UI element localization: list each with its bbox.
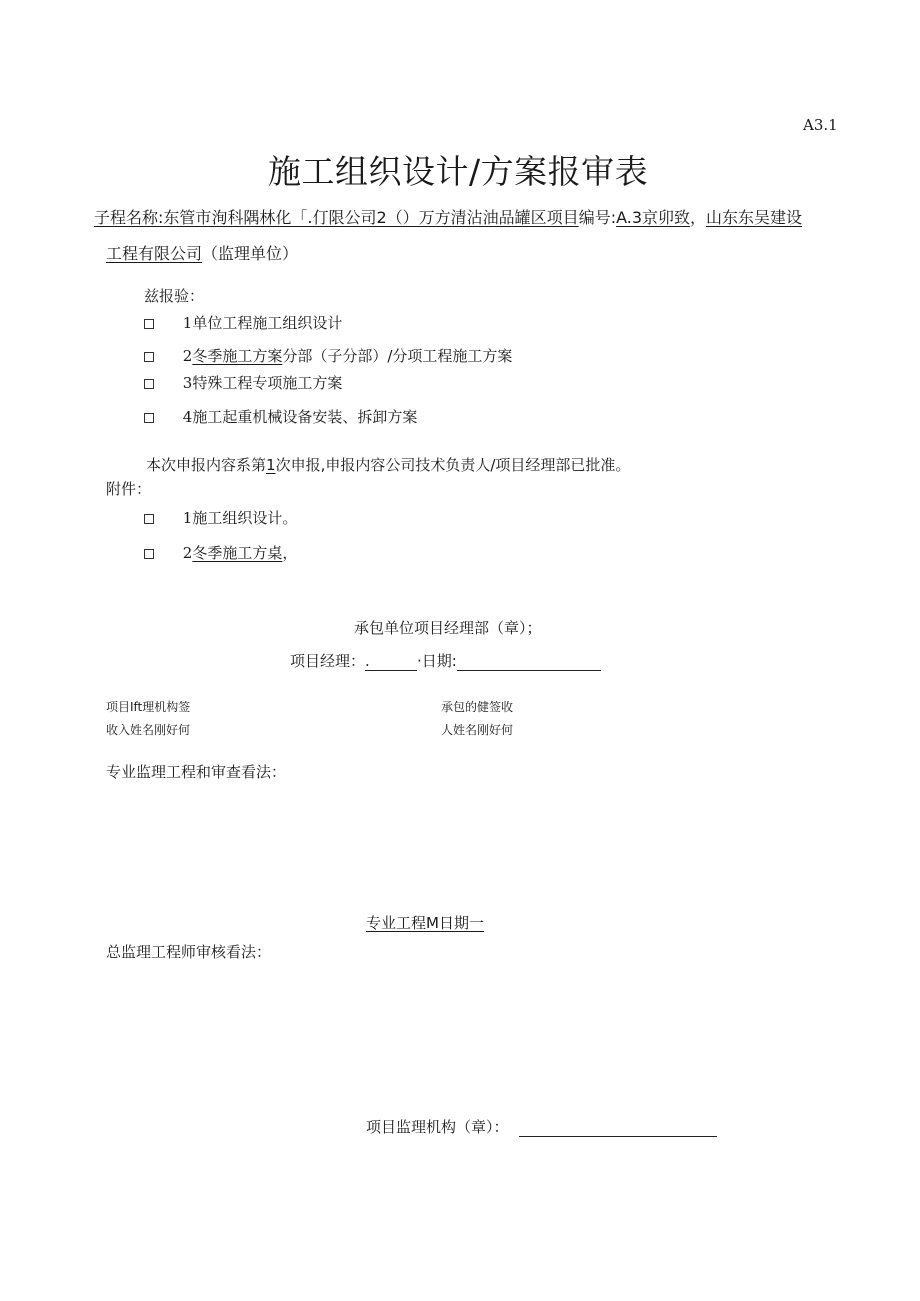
- attachment-text: ，: [282, 544, 298, 562]
- dot-separator: ·: [417, 652, 422, 670]
- agency-seal-label: 项目监理机构（章）：: [366, 1118, 509, 1136]
- statement-after: 次申报,申报内容公司技术负责人/项目经理部已批准。: [275, 456, 631, 474]
- receipt-left-line-1: 项目Ift理机构签: [106, 700, 191, 714]
- item-number: 1: [182, 314, 193, 332]
- separator: ，: [690, 208, 707, 227]
- specialist-opinion-label: 专业监理工程和审查看法：: [106, 763, 287, 781]
- header-line-1: [94, 205, 802, 228]
- item-text: 单位工程施工组织设计: [192, 314, 343, 332]
- header-line-2: [106, 241, 298, 264]
- attachment-text: 施工组织设计。: [192, 509, 298, 527]
- manager-mark: .: [365, 652, 370, 670]
- application-count: 1: [266, 456, 276, 474]
- supervisor-name-2: 工程有限公司: [106, 244, 203, 263]
- agency-seal-field[interactable]: [519, 1118, 717, 1137]
- number-value: A.3京卯致: [616, 208, 691, 227]
- checkbox[interactable]: [144, 379, 154, 389]
- item-text: 特殊工程专项施工方案: [192, 374, 343, 392]
- statement: [146, 454, 630, 475]
- item-text: 分部（子分部）/分项工程施工方案: [282, 347, 513, 365]
- list-item: [144, 406, 417, 427]
- specialist-sign-line: 专业工程M日期一: [366, 914, 484, 932]
- statement-before: 本次申报内容系第: [146, 456, 267, 474]
- page-title: 施工组织设计/方案报审表: [268, 152, 649, 191]
- attachment-number: 2: [182, 544, 193, 562]
- manager-label: 项目经理：: [290, 652, 366, 670]
- intro-text: 兹报验：: [144, 287, 205, 305]
- attachment-item: [144, 507, 297, 528]
- manager-signature-field[interactable]: [365, 652, 417, 671]
- date-label: 日期:: [421, 652, 457, 670]
- project-label: 子程名称:: [94, 208, 164, 227]
- supervisor-role: （监理单位）: [202, 244, 299, 263]
- list-item: [144, 372, 342, 393]
- form-code: A3.1: [803, 116, 838, 134]
- checkbox[interactable]: [144, 352, 154, 362]
- supervisor-name-1: 山东东吴建设: [706, 208, 803, 227]
- attachments-label: 附件：: [106, 480, 152, 498]
- receipt-right-line-1: 承包的健签收: [441, 700, 514, 714]
- chief-opinion-label: 总监理工程师审核看法：: [106, 943, 272, 961]
- number-label: 编号:: [578, 208, 617, 227]
- manager-date-line: [290, 650, 601, 671]
- receipt-left-line-2: 收入姓名刚好何: [106, 723, 191, 737]
- receipt-right-line-2: 人姓名刚好何: [441, 723, 514, 737]
- list-item: [144, 345, 512, 366]
- item-number: 3: [182, 374, 193, 392]
- attachment-item: [144, 542, 297, 563]
- checkbox[interactable]: [144, 514, 154, 524]
- checkbox[interactable]: [144, 319, 154, 329]
- checkbox[interactable]: [144, 413, 154, 423]
- item-number: 2: [182, 347, 193, 365]
- attachment-text-underlined: 冬季施工方桌: [192, 544, 283, 562]
- item-text: 施工起重机械设备安装、拆卸方案: [192, 408, 418, 426]
- project-name: 东管市洵科隅林化「.仃限公司2（）万方清沾油品罐区项目: [163, 208, 579, 227]
- contractor-seal-label: 承包单位项目经理部（章）；: [354, 619, 542, 637]
- item-number: 4: [182, 408, 193, 426]
- attachment-number: 1: [182, 509, 193, 527]
- list-item: [144, 312, 342, 333]
- date-field[interactable]: [457, 652, 601, 671]
- item-text-underlined: 冬季施工方案: [192, 347, 283, 365]
- checkbox[interactable]: [144, 549, 154, 559]
- agency-seal-line: [366, 1116, 717, 1137]
